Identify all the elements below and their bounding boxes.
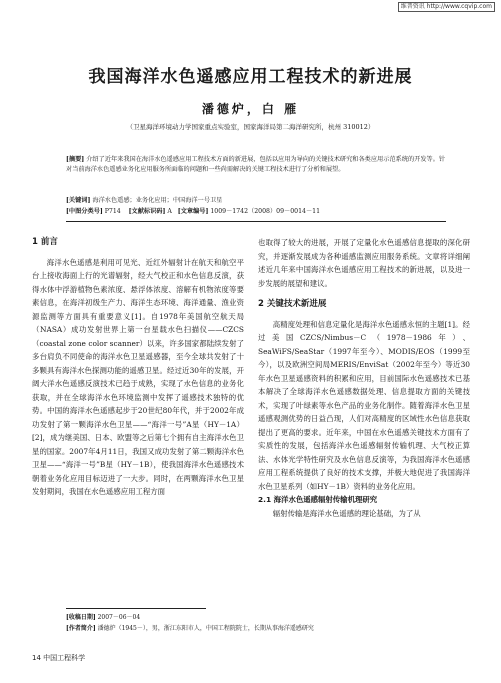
section-2-heading: 2 关键技术新进展 [258,299,327,309]
section-1-paragraph: 海洋水色遥感是利用可见光、近红外辐射计在航天和航空平台上接收海面上行的光谱辐射，经大气校正和水色信息反演，获得水体中浮游植物色素浓度、悬浮体浓度、溶解有机物浓度等要素信息，在海洋初级生产力、海洋生态环境、海洋通量、渔业资源监测等方面具有重要意义[1]。自1978年美国航空航天局（NASA）成功发射世界上第一台星载水色扫描仪——CZCS（coastal zone color scanner）以来，许多国家都陆续发射了多台肩负不同使命的海洋水色卫星遥感器，至今全球共发射了十多颗具有海洋水色探测功能的遥感卫星。经过近30年的发展，开阔大洋水色遥感反演技术已趋于成熟，实现了水色信息的业务化获取，并在全球海洋水色环境监测中发挥了遥感技术独特的优势。中国的海洋水色遥感起步于20世纪80年代，并于2002年成功发射了第一颗海洋水色卫星——“海洋一号”A星（HY－1A）[2]，成为继美国、日本、欧盟等之后第七个拥有自主海洋水色卫星的国家。2007年4月11日，我国又成功发射了第二颗海洋水色卫星——“海洋一号”B星（HY－1B），使我国海洋水色遥感技术朝着业务化应用目标迈进了一大步。同时，在两颗海洋水色卫星发射期间，我国在水色遥感应用工程方面 [32,257,244,496]
keywords [66,196,446,206]
section-1-heading: 1 前言 [32,237,58,247]
subsection-2-1-paragraph: 辐射传输是海洋水色遥感的理论基础，为了从 [272,508,421,518]
abstract [66,155,446,175]
article-affiliation: （卫星海洋环境动力学国家重点实验室，国家海洋局第二海洋研究所，杭州 310012） [126,123,375,131]
article-number-value: 1009－1742（2008）09－0014－11 [210,208,321,215]
article-authors: 潘德炉，白 雁 [201,102,300,116]
doc-code-value: A [167,208,172,215]
doc-code-label: [文献标识码] [128,208,166,215]
keywords-label: [关键词] [66,197,91,204]
notes-rule [66,608,206,609]
abstract-rule [66,221,446,222]
classification-line [66,207,446,217]
author-note [66,623,446,634]
author-bio-value: 潘德炉（1945－），男，浙江东阳市人，中国工程院院士，长期从事海洋遥感研究 [97,625,314,632]
article-title: 我国海洋水色遥感应用工程技术的新进展 [88,67,413,87]
section-2-paragraph: 高精度处理和信息定量化是海洋水色遥感永恒的主题[1]。经过美国CZCS/Nimbus－C（1978－1986年）、SeaWiFS/SeaStar（1997年至今）、MODIS/EOS（1999至今），以及欧洲空间局MERIS/EnviSat（2002年至今）等近30年水色卫星遥感资料的积累和应用，目前国际水色遥感技术已基本解决了全球海洋水色遥感数据处理、信息提取方面的关键技术，实现了叶绿素等水色产品的业务化制作。随着海洋水色卫星遥感观测优势的日益凸现，人们对高精度的区域性水色信息获取提出了更高的要求。近年来，中国在水色遥感关键技术方面有了实质性的发展，包括海洋水色遥感辐射传输机理、大气校正算法、水体光学特性研究及水色信息反演等，为我国海洋水色遥感应用工程系统提供了良好的技术支撑，并极大地促进了我国海洋水色卫星系列（如HY－1B）资料的业务化应用。 [258,319,470,491]
received-value: 2007－06－04 [97,614,141,621]
received-label: [收稿日期] [66,614,96,621]
article-number-label: [文章编号] [177,208,209,215]
right-intro-paragraph: 也取得了较大的进展，开展了定量化水色遥感信息提取的深化研究，并逐渐发展成为各种遥感监测应用服务系统。文章将详细阐述近几年来中国海洋水色遥感应用工程技术的新进展，以及进一步发展的展望和建议。 [258,238,470,288]
keywords-text: 海洋水色遥感；业务化应用；中国海洋一号卫星 [92,197,223,204]
received-note [66,612,446,623]
classification-label: [中图分类号] [66,208,103,215]
page-footer: 14 中国工程科学 [32,654,86,662]
classification-value: P714 [104,208,121,215]
left-column [32,236,244,499]
abstract-text: 介绍了近年来我国在海洋水色遥感应用工程技术方面的新进展，包括以应用为导向的关键技术研究和各类应用示范系统的开发等。针对当前海洋水色遥感业务化应用服务所面临的问题和一些尚需解决的关键工程技术进行了分析和展望。 [66,156,446,173]
download-stamp: 维普资讯 http://www.cqvip.com [398,2,495,12]
abstract-label: [摘要] [66,156,85,163]
author-bio-label: [作者简介] [66,625,96,632]
right-column [258,236,470,520]
subsection-2-1-heading: 2.1 海洋水色遥感辐射传输机理研究 [258,495,378,504]
